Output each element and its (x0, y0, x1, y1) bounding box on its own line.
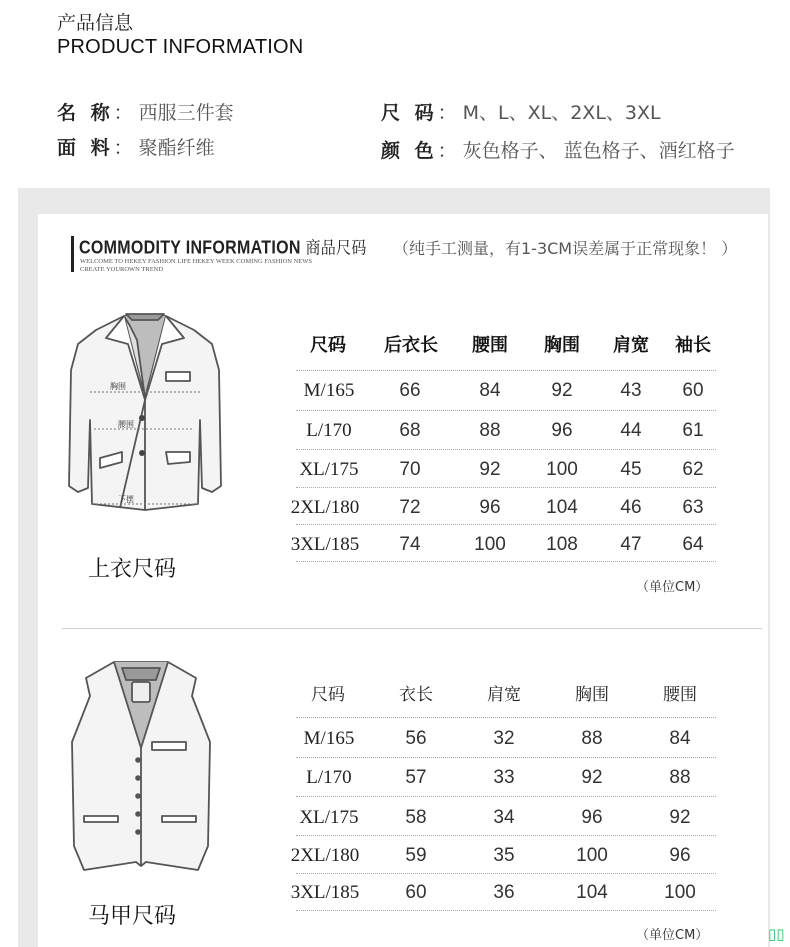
jacket-cell-shoulder: 44 (620, 420, 642, 441)
jacket-cell-size: XL/175 (299, 459, 359, 480)
info-name (57, 98, 234, 125)
section-title-en: PRODUCT INFORMATION (57, 36, 304, 58)
jacket-cell-length: 68 (399, 420, 421, 441)
jacket-cell-chest: 100 (546, 459, 578, 480)
vest-row-separator (296, 910, 716, 911)
vest-row-separator (296, 796, 716, 797)
title-accent-bar (71, 236, 74, 272)
jacket-cell-sleeve: 60 (682, 380, 704, 401)
size-value: M、L、XL、2XL、3XL (462, 102, 661, 124)
name-label: 名 称 (57, 102, 114, 124)
vest-cell-shoulder: 32 (493, 728, 515, 749)
commodity-title-en: COMMODITY INFORMATION (79, 238, 301, 258)
jacket-illustration (66, 308, 224, 522)
fabric-value: 聚酯纤维 (138, 137, 215, 159)
jacket-cell-chest: 96 (551, 420, 573, 441)
vest-cell-chest: 100 (576, 845, 608, 866)
vest-size-label: 马甲尺码 (88, 904, 177, 929)
jacket-chest-label: 胸围 (110, 382, 126, 391)
jacket-header-waist: 腰围 (472, 335, 508, 356)
corner-mark-icon: ▯▯ (768, 925, 785, 943)
jacket-cell-chest: 108 (546, 534, 578, 555)
fabric-label: 面 料 (57, 137, 114, 159)
jacket-row-separator (296, 524, 716, 525)
jacket-header-sleeve: 袖长 (675, 335, 711, 356)
jacket-cell-waist: 84 (479, 380, 501, 401)
size-sep: ： (437, 102, 457, 124)
vest-cell-chest: 96 (581, 807, 603, 828)
jacket-cell-length: 72 (399, 497, 421, 518)
jacket-cell-length: 66 (399, 380, 421, 401)
jacket-row-separator (296, 410, 716, 411)
vest-header-shoulder: 肩宽 (487, 685, 521, 705)
jacket-row-separator (296, 561, 716, 562)
vest-cell-size: XL/175 (299, 807, 359, 828)
vest-cell-size: L/170 (306, 767, 352, 788)
vest-cell-length: 59 (405, 845, 427, 866)
vest-cell-size: 3XL/185 (290, 882, 360, 903)
info-color (381, 136, 735, 163)
vest-row-separator (296, 717, 716, 718)
size-label: 尺 码 (381, 102, 438, 124)
vest-cell-waist: 96 (669, 845, 691, 866)
vest-illustration (66, 656, 216, 880)
vest-header-waist: 腰围 (663, 685, 697, 705)
jacket-cell-waist: 100 (474, 534, 506, 555)
jacket-header-chest: 胸围 (544, 335, 580, 356)
color-label: 颜 色 (381, 140, 438, 162)
vest-cell-chest: 92 (581, 767, 603, 788)
section-title-cn: 产品信息 (57, 12, 134, 34)
vest-cell-waist: 92 (669, 807, 691, 828)
vest-cell-length: 57 (405, 767, 427, 788)
jacket-row-separator (296, 487, 716, 488)
jacket-cell-waist: 92 (479, 459, 501, 480)
subtitle-line-2: CREATE YOUROWN TREND (80, 266, 164, 273)
color-value: 灰色格子、 蓝色格子、酒红格子 (462, 140, 735, 162)
jacket-size-label: 上衣尺码 (88, 557, 177, 582)
vest-header-length: 衣长 (399, 685, 433, 705)
jacket-cell-sleeve: 64 (682, 534, 704, 555)
vest-row-separator (296, 835, 716, 836)
vest-cell-size: M/165 (303, 728, 355, 749)
jacket-waist-label: 腰围 (118, 420, 134, 429)
vest-cell-shoulder: 36 (493, 882, 515, 903)
name-value: 西服三件套 (138, 102, 234, 124)
jacket-cell-size: 3XL/185 (290, 534, 360, 555)
jacket-cell-length: 74 (399, 534, 421, 555)
vest-cell-length: 58 (405, 807, 427, 828)
vest-cell-waist: 84 (669, 728, 691, 749)
vest-header-chest: 胸围 (575, 685, 609, 705)
jacket-cell-size: M/165 (303, 380, 355, 401)
vest-cell-size: 2XL/180 (290, 845, 360, 866)
jacket-row-separator (296, 370, 716, 371)
commodity-subtitle (80, 258, 312, 274)
vest-row-separator (296, 757, 716, 758)
jacket-cell-shoulder: 46 (620, 497, 642, 518)
jacket-header-size: 尺码 (310, 335, 346, 356)
vest-row-separator (296, 873, 716, 874)
info-size (381, 98, 661, 125)
vest-cell-waist: 88 (669, 767, 691, 788)
vest-cell-shoulder: 35 (493, 845, 515, 866)
jacket-cell-length: 70 (399, 459, 421, 480)
jacket-cell-sleeve: 61 (682, 420, 704, 441)
fabric-sep: ： (113, 137, 133, 159)
vest-cell-waist: 100 (664, 882, 696, 903)
jacket-row-separator (296, 449, 716, 450)
measurement-note: （纯手工测量，有1-3CM误差属于正常现象！ ） (393, 239, 738, 258)
vest-cell-length: 56 (405, 728, 427, 749)
jacket-cell-sleeve: 62 (682, 459, 704, 480)
section-divider (62, 628, 762, 629)
jacket-header-length: 后衣长 (384, 335, 438, 356)
commodity-title (79, 235, 367, 259)
jacket-cell-waist: 96 (479, 497, 501, 518)
vest-cell-shoulder: 33 (493, 767, 515, 788)
jacket-cell-size: 2XL/180 (290, 497, 360, 518)
jacket-cell-size: L/170 (306, 420, 352, 441)
jacket-hem-label: 下摆 (118, 495, 134, 504)
jacket-cell-chest: 104 (546, 497, 578, 518)
info-fabric (57, 133, 215, 160)
jacket-cell-shoulder: 45 (620, 459, 642, 480)
jacket-cell-waist: 88 (479, 420, 501, 441)
color-sep: ： (437, 140, 457, 162)
vest-cell-chest: 104 (576, 882, 608, 903)
jacket-cell-sleeve: 63 (682, 497, 704, 518)
vest-cell-chest: 88 (581, 728, 603, 749)
jacket-cell-chest: 92 (551, 380, 573, 401)
vest-cell-shoulder: 34 (493, 807, 515, 828)
vest-unit-label: （单位CM） (636, 928, 709, 943)
vest-cell-length: 60 (405, 882, 427, 903)
commodity-title-cn: 商品尺码 (305, 237, 367, 258)
jacket-header-shoulder: 肩宽 (613, 335, 649, 356)
subtitle-line-1: WELCOME TO HEKEY FASHION LIFE HEKEY WEEK COMING FASHION NEWS (80, 258, 313, 265)
jacket-unit-label: （单位CM） (636, 580, 709, 595)
name-sep: ： (113, 102, 133, 124)
jacket-cell-shoulder: 43 (620, 380, 642, 401)
vest-header-size: 尺码 (311, 685, 345, 705)
jacket-cell-shoulder: 47 (620, 534, 642, 555)
